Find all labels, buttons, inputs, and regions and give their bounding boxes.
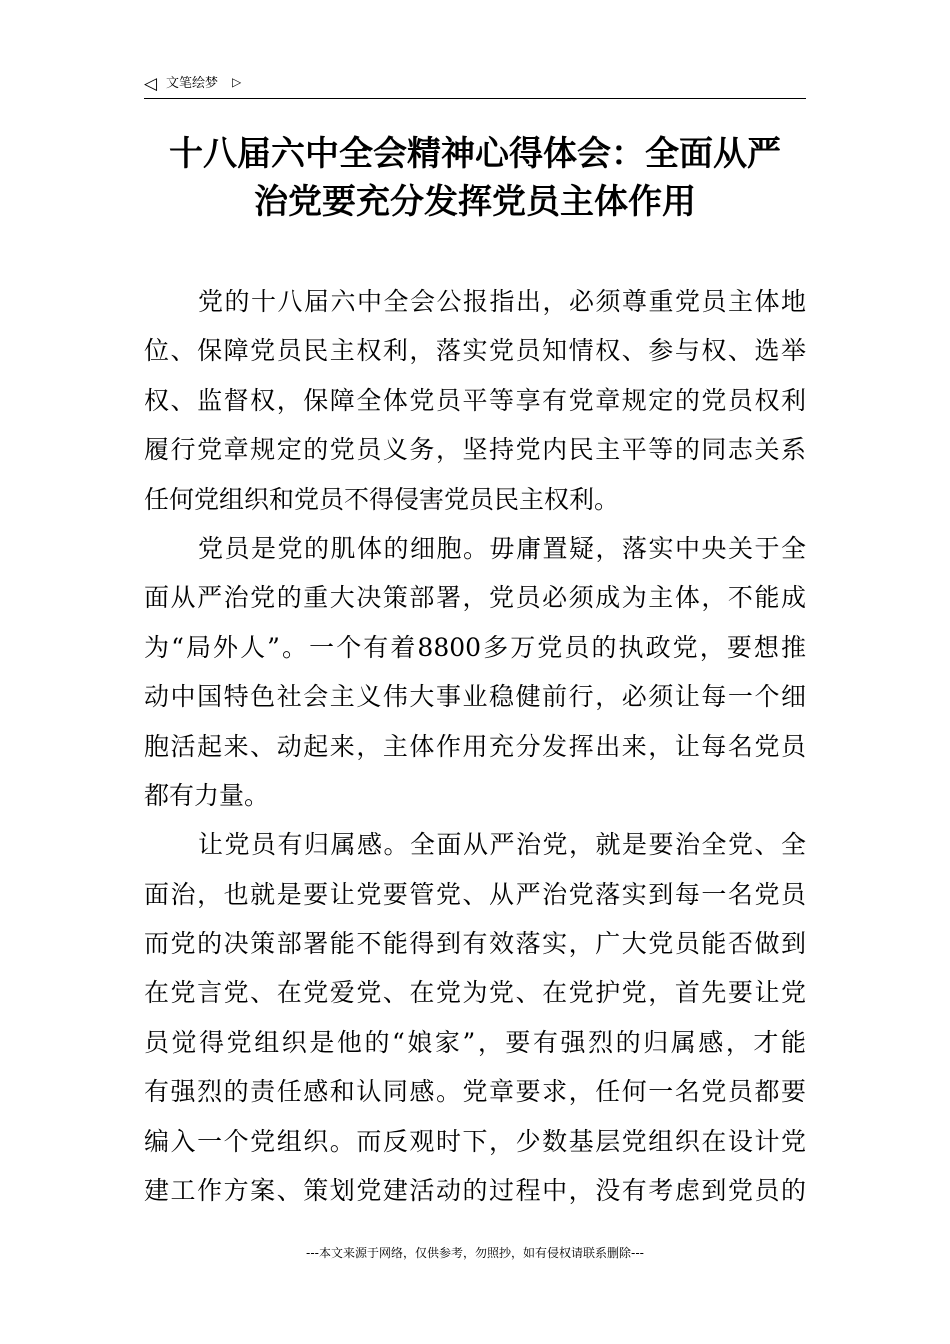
text-line: 都有力量。 <box>144 780 270 810</box>
text-line: 让党员有归属感。全面从严治党，就是要治全党、全 <box>198 830 806 860</box>
text-line: 党的十八届六中全会公报指出，必须尊重党员主体地 <box>198 287 806 316</box>
left-triangle-icon: ◁ <box>144 74 158 94</box>
text-line: 胞活起来、动起来，主体作用充分发挥出来，让每名党员 <box>144 731 806 761</box>
text-line: 编入一个党组织。而反观时下，少数基层党组织在设计党 <box>144 1126 806 1156</box>
text-line: 党员是党的肌体的细胞。毋庸置疑，落实中央关于全 <box>198 533 806 563</box>
text-line: 在党言党、在党爱党、在党为党、在党护党，首先要让党 <box>144 978 806 1008</box>
page-header <box>144 74 806 99</box>
title-line-2: 治党要充分发挥党员主体作用 <box>254 182 696 222</box>
text-line: 位、保障党员民主权利，落实党员知情权、参与权、选举 <box>144 336 806 366</box>
text-line: 履行党章规定的党员义务，坚持党内民主平等的同志关系 <box>144 435 806 465</box>
text-line: 有强烈的责任感和认同感。党章要求，任何一名党员都要 <box>144 1077 806 1107</box>
text-line: 面治，也就是要让党要管党、从严治党落实到每一名党员 <box>144 879 806 909</box>
text-line: 权、监督权，保障全体党员平等享有党章规定的党员权利 <box>144 385 806 415</box>
right-triangle-icon: ▷ <box>232 75 242 89</box>
page-footer <box>0 1245 950 1261</box>
text-line: 动中国特色社会主义伟大事业稳健前行，必须让每一个细 <box>144 682 806 712</box>
text-line: 面从严治党的重大决策部署，党员必须成为主体，不能成 <box>144 583 806 613</box>
document-title <box>130 130 820 226</box>
paragraph-3 <box>144 820 806 1215</box>
paragraph-1 <box>144 277 806 524</box>
paragraph-2 <box>144 524 806 820</box>
document-body <box>144 277 806 1215</box>
footer-notice: ---本文来源于网络，仅供参考，勿照抄，如有侵权请联系删除--- <box>306 1246 644 1260</box>
text-line: 任何党组织和党员不得侵害党员民主权利。 <box>144 484 620 514</box>
text-line: 建工作方案、策划党建活动的过程中，没有考虑到党员的 <box>144 1176 806 1206</box>
text-line: 为“局外人”。一个有着8800多万党员的执政党，要想推 <box>144 632 806 662</box>
title-line-1: 十八届六中全会精神心得体会：全面从严 <box>169 134 781 174</box>
text-line: 员觉得党组织是他的“娘家”，要有强烈的归属感，才能 <box>144 1027 806 1057</box>
brand-name: 文笔绘梦 <box>166 76 219 91</box>
text-line: 而党的决策部署能不能得到有效落实，广大党员能否做到 <box>144 929 806 959</box>
